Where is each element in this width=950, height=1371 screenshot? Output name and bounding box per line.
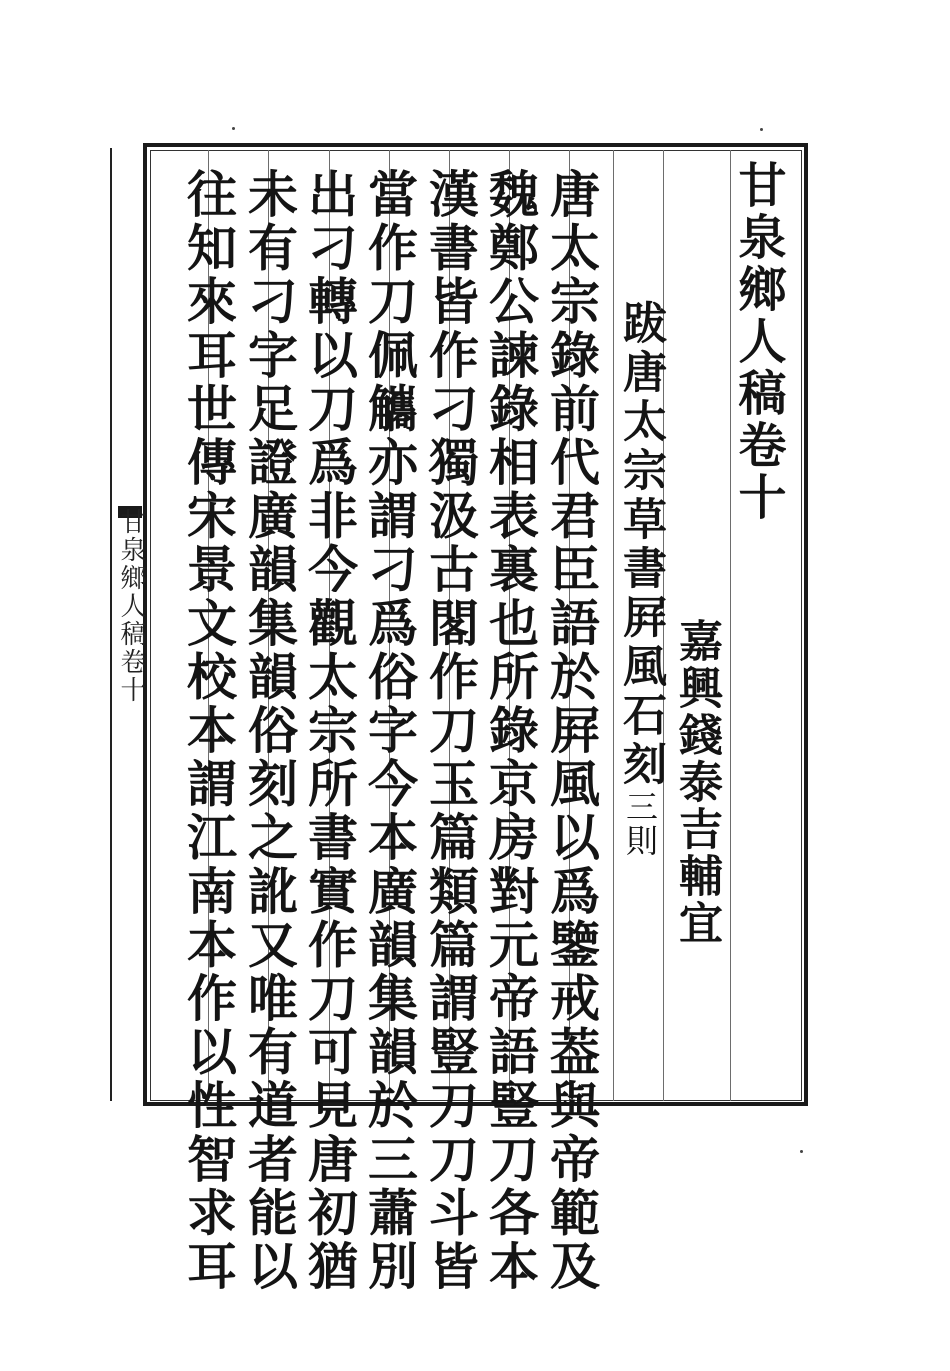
fold-margin [110,148,150,1101]
text-column-6: 未有刁字足證廣韻集韻俗刻之訛又唯有道者能以 [240,168,299,1294]
text-column-3: 漢書皆作刁獨汲古閣作刀玉篇類篇謂豎刀刀斗皆 [421,168,480,1294]
volume-title: 甘泉鄉人稿卷十 [730,160,786,524]
essay-title-note: 三則 [621,790,659,858]
scan-speck [232,127,235,130]
essay-title-text: 跋唐太宗草書屛風石刻 [615,300,666,790]
text-column-7: 往知來耳世傳宋景文校本謂江南本作以性智求耳 [179,168,238,1294]
text-column-2: 魏鄭公諫錄相表裏也所錄京房對元帝語豎刀各本 [481,168,540,1294]
fold-margin-title: 甘泉鄉人稿卷十 [116,508,146,704]
author-line: 嘉興錢泰吉輔宜 [671,618,722,947]
text-column-4: 當作刀佩觿亦謂刁爲俗字今本廣韻集韻於三蕭別 [360,168,419,1294]
text-column-5: 出刁轉以刀爲非今觀太宗所書實作刀可見唐初猶 [300,168,359,1294]
scan-speck [800,1150,803,1153]
scan-speck [760,128,763,131]
essay-title [614,300,666,858]
text-column-1: 唐太宗錄前代君臣語於屛風以爲鑒戒葢與帝範及 [542,168,601,1294]
